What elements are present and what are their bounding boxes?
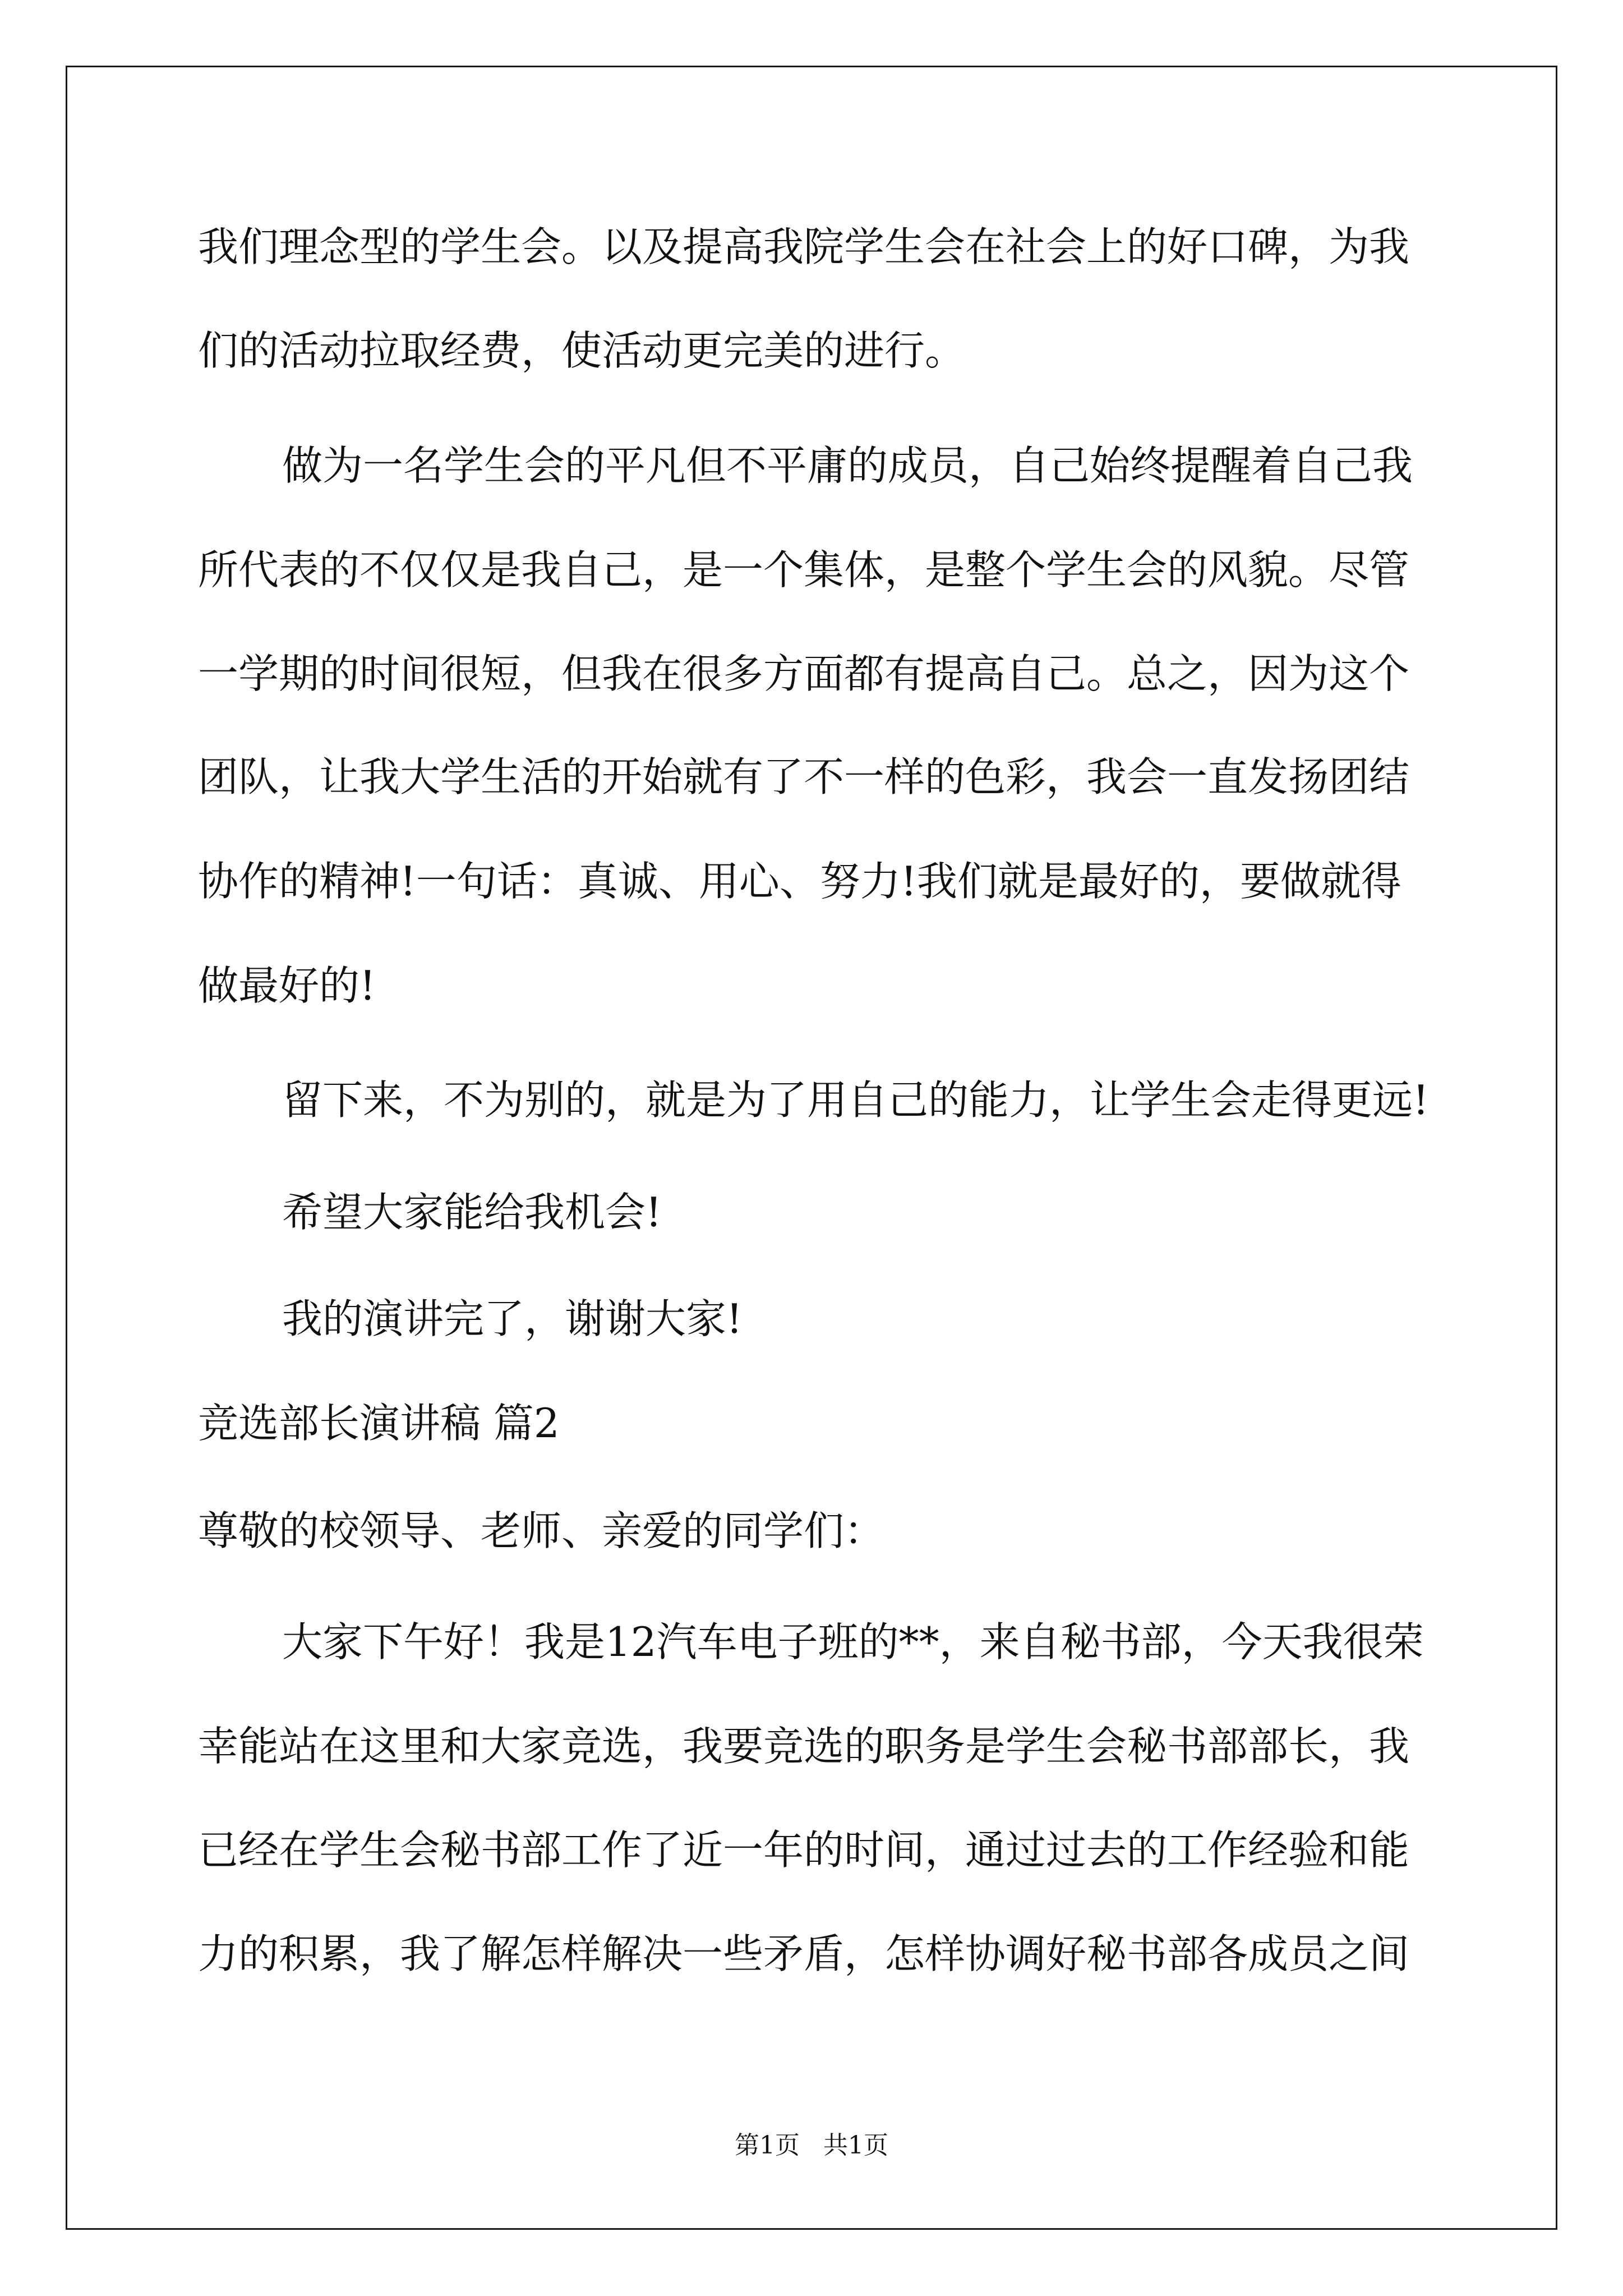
salutation: 尊敬的校领导、老师、亲爱的同学们： — [198, 1507, 885, 1554]
paragraph-line: 幸能站在这里和大家竞选，我要竞选的职务是学生会秘书部部长，我 — [198, 1723, 1410, 1770]
paragraph-line: 所代表的不仅仅是我自己，是一个集体，是整个学生会的风貌。尽管 — [198, 546, 1410, 593]
paragraph-line: 做最好的! — [198, 962, 376, 1009]
page-footer: 第1页 共1页 — [735, 2131, 888, 2160]
paragraph-line: 我们理念型的学生会。以及提高我院学生会在社会上的好口碑，为我 — [198, 223, 1410, 270]
page-border — [66, 66, 1557, 2230]
paragraph-line: 团队，让我大学生活的开始就有了不一样的色彩，我会一直发扬团结 — [198, 753, 1410, 800]
paragraph-line: 力的积累，我了解怎样解决一些矛盾，怎样协调好秘书部各成员之间 — [198, 1930, 1410, 1977]
paragraph-line: 协作的精神!一句话：真诚、用心、努力!我们就是最好的，要做就得 — [198, 858, 1401, 905]
paragraph-line: 已经在学生会秘书部工作了近一年的时间，通过过去的工作经验和能 — [198, 1826, 1410, 1874]
section-heading: 竞选部长演讲稿 篇2 — [198, 1400, 560, 1447]
paragraph-line: 一学期的时间很短，但我在很多方面都有提高自己。总之，因为这个 — [198, 650, 1410, 697]
paragraph-line: 大家下午好！我是12汽车电子班的**，来自秘书部，今天我很荣 — [282, 1618, 1424, 1665]
paragraph-line: 希望大家能给我机会! — [282, 1189, 662, 1236]
paragraph-line: 留下来，不为别的，就是为了用自己的能力，让学生会走得更远! — [282, 1076, 1429, 1124]
paragraph-line: 我的演讲完了，谢谢大家! — [282, 1295, 743, 1342]
paragraph-line: 做为一名学生会的平凡但不平庸的成员，自己始终提醒着自己我 — [282, 442, 1413, 489]
paragraph-line: 们的活动拉取经费，使活动更完美的进行。 — [198, 327, 966, 374]
